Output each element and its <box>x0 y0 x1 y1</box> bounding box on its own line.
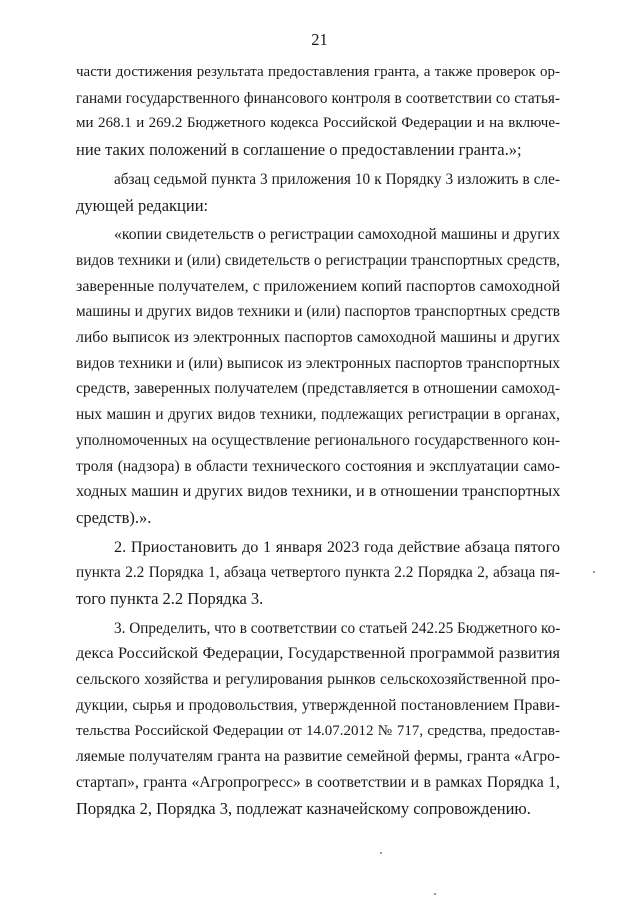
text-line: ганами государственного финансового контроля в соответствии со статья- <box>76 89 560 107</box>
text-line: «копии свидетельств о регистрации самоходной машины и других <box>114 226 560 244</box>
text-line: ми 268.1 и 269.2 Бюджетного кодекса Российской Федерации и на включе- <box>76 115 560 132</box>
document-body <box>76 60 560 821</box>
text-line: части достижения результата предоставления гранта, а также проверок ор- <box>76 64 560 80</box>
text-line: дукции, сырья и продовольствия, утвержденной постановлением Прави- <box>76 696 560 714</box>
text-line: тельства Российской Федерации от 14.07.2012 № 717, средства, предостав- <box>76 722 560 739</box>
text-line: видов техники и (или) свидетельств о регистрации транспортных средств, <box>76 251 560 269</box>
text-line: абзац седьмой пункта 3 приложения 10 к Порядку 3 изложить в сле- <box>114 170 560 188</box>
text-line: уполномоченных на осуществление регионального государственного кон- <box>76 431 560 449</box>
text-line: декса Российской Федерации, Государственной программой развития <box>76 644 560 663</box>
text-line: либо выписок из электронных паспортов самоходной машины и других <box>76 329 560 347</box>
text-line: заверенные получателем, с приложением копий паспортов самоходной <box>76 277 560 295</box>
text-line: ных машин и других видов техники, подлежащих регистрации в органах, <box>76 406 560 424</box>
page-number: 21 <box>311 30 328 49</box>
paragraph-amendment-intro <box>76 167 560 218</box>
text-line: того пункта 2.2 Порядка 3. <box>76 589 264 609</box>
paragraph-quoted-copies <box>76 222 560 530</box>
text-line: ляемые получателям гранта на развитие семейной фермы, гранта «Агро- <box>76 748 560 766</box>
text-line: видов техники и (или) выписок из электронных паспортов транспортных <box>76 354 560 372</box>
text-line: сельского хозяйства и регулирования рынков сельскохозяйственной про- <box>76 671 560 689</box>
scan-speck <box>380 852 382 854</box>
scan-speck <box>434 893 436 895</box>
scan-speck <box>593 571 595 573</box>
paragraph-suspend <box>76 535 560 612</box>
text-line: 3. Определить, что в соответствии со статьей 242.25 Бюджетного ко- <box>114 619 561 637</box>
text-line: дующей редакции: <box>76 195 209 215</box>
text-line: машины и других видов техники и (или) паспортов транспортных средств <box>76 303 560 321</box>
text-line: 2. Приостановить до 1 января 2023 года действие абзаца пятого <box>114 537 560 556</box>
paragraph-treasury-support <box>76 616 560 822</box>
text-line: средств, заверенных получателем (представляется в отношении самоход- <box>76 380 560 398</box>
text-line: троля (надзора) в области технического состояния и эксплуатации само- <box>76 457 560 475</box>
text-line: ние таких положений в соглашение о предоставлении гранта.»; <box>76 140 522 160</box>
paragraph-grant-control <box>76 60 560 163</box>
text-line: пункта 2.2 Порядка 1, абзаца четвертого пункта 2.2 Порядка 2, абзаца пя- <box>76 564 560 582</box>
text-line: стартап», гранта «Агропрогресс» в соответствии и в рамках Порядка 1, <box>76 773 560 791</box>
text-line: Порядка 2, Порядка 3, подлежат казначейскому сопровождению. <box>76 798 531 818</box>
text-line: средств).». <box>76 507 152 527</box>
text-line: ходных машин и других видов техники, и в отношении транспортных <box>76 482 561 501</box>
